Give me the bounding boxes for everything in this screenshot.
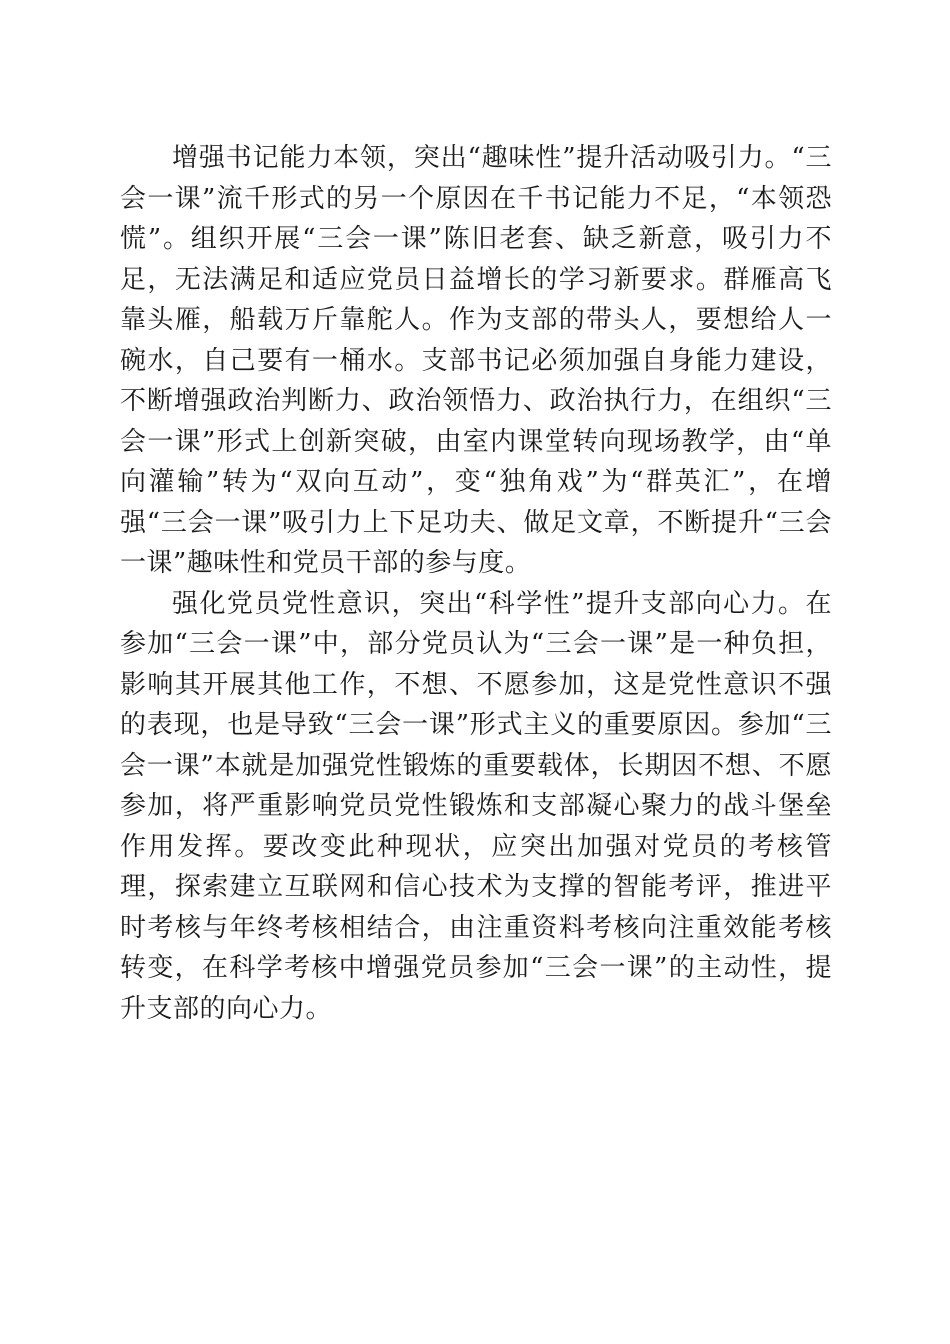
paragraph-1: 增强书记能力本领，突出“趣味性”提升活动吸引力。“三会一课”流千形式的另一个原因在千书记能力不足，“本领恐慌”。组织开展“三会一课”陈旧老套、缺乏新意，吸引力不足，无法满足和适应党员日益增长的学习新要求。群雁高飞靠头雁，船载万斤靠舵人。作为支部的带头人，要想给人一碗水，自己要有一桶水。支部书记必须加强自身能力建设，不断增强政治判断力、政治领悟力、政治执行力，在组织“三会一课”形式上创新突破，由室内课堂转向现场教学，由“单向灌输”转为“双向互动”，变“独角戏”为“群英汇”，在增强“三会一课”吸引力上下足功夫、做足文章，不断提升“三会一课”趣味性和党员干部的参与度。 — [120, 143, 832, 578]
document-body — [120, 138, 832, 1029]
paragraph-2: 强化党员党性意识，突出“科学性”提升支部向心力。在参加“三会一课”中，部分党员认为“三会一课”是一种负担，影响其开展其他工作，不想、不愿参加，这是党性意识不强的表现，也是导致“三会一课”形式主义的重要原因。参加“三会一课”本就是加强党性锻炼的重要载体，长期因不想、不愿参加，将严重影响党员党性锻炼和支部凝心聚力的战斗堡垒作用发挥。要改变此种现状，应突出加强对党员的考核管理，探索建立互联网和信心技术为支撑的智能考评，推进平时考核与年终考核相结合，由注重资料考核向注重效能考核转变，在科学考核中增强党员参加“三会一课”的主动性，提升支部的向心力。 — [120, 588, 832, 1024]
